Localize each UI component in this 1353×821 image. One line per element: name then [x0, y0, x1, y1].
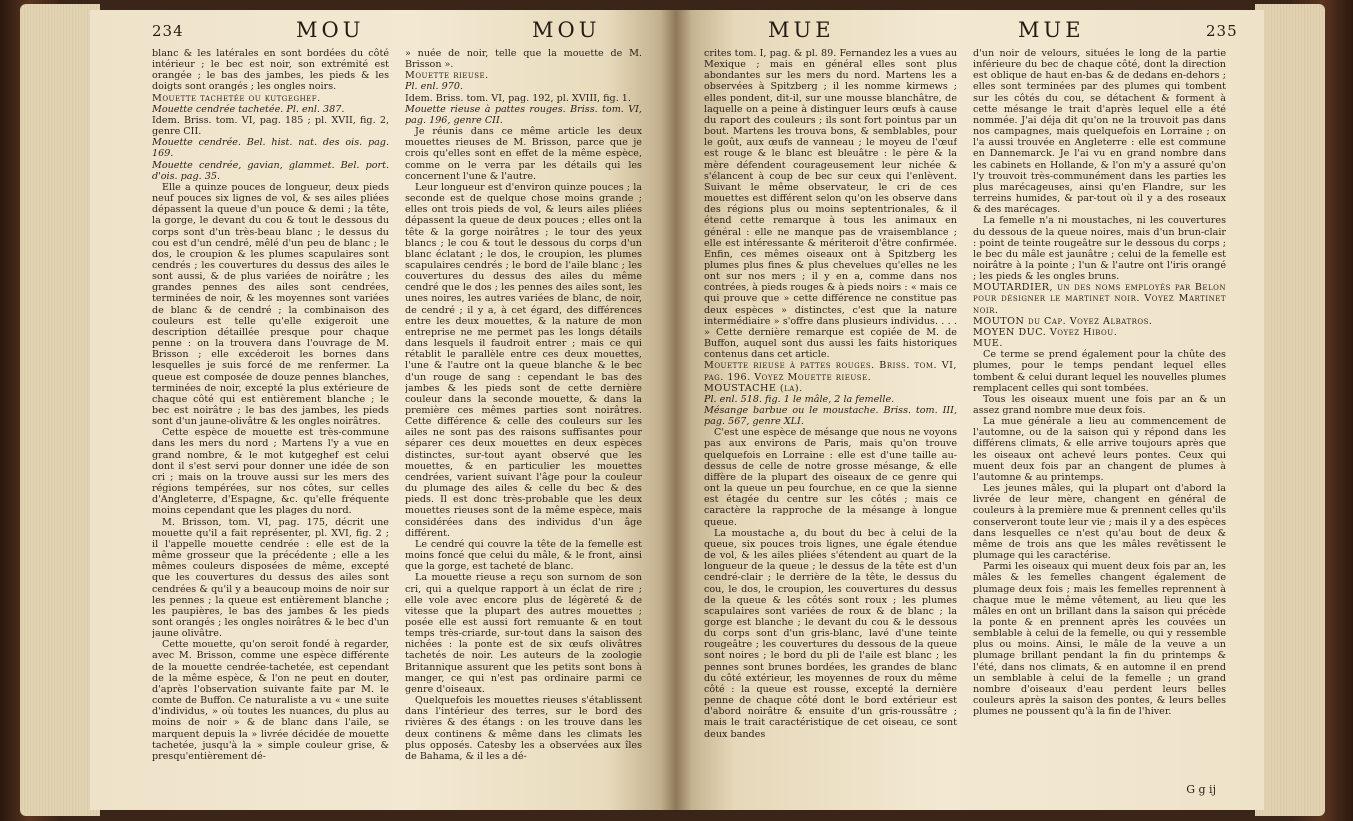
paragraph: Leur longueur est d'environ quinze pouces ; la seconde est de quelque chose moins grande ; elles ont trois pieds de vol, & leurs ailes pliées dépassent la queue de deux pouces ; elles ont la tête & la gorge noirâtres ; le tour des yeux blancs ; le cou & tout le dessous du corps d'un blanc éclatant ; le dos, le croupion, les plumes scapulaires cendrés ; le bord de l'aile blanc ; les couvertures du dessus des ailes du même cendré que le dos ; les pennes des ailes sont, les unes noires, les autres variées de blanc, de noir, de cendré ; il y a, à cet égard, des différences entre les deux mouettes, & la nature de mon entreprise ne me permet pas les longs détails dans lesquels il faudroit entrer ; mais ce qui rétablit le parallèle entre ces deux mouettes, l'une & l'autre ont la queue blanche & le bec d'un rouge de sang : cependant le bas des jambes & les pieds sont de cette dernière couleur dans la seconde mouette, & dans la première ces mêmes parties sont noirâtres. Cette différence & celle des couleurs sur les ailes ne sont pas des raisons suffisantes pour séparer ces deux mouettes en deux espèces distinctes, sur-tout ayant observé que les mouettes, & en particulier les mouettes cendrées, varient suivant l'âge pour la couleur du plumage des ailes & celle du bec & des pieds. Il est donc très-probable que les deux mouettes rieuses sont de la même espèce, mais considérées dans des individus d'un âge différent. — [405, 181, 642, 539]
paragraph: Idem. Briss. tom. VI, pag. 192, pl. XVIII, fig. 1. — [405, 92, 631, 104]
paragraph: La mue générale a lieu au commencement de l'automne, ou de la saison qui y répond dans les différens climats, & elle arrive toujours après que les oiseaux ont achevé leurs pontes. Ceux qui muent deux fois par an changent de plumes à l'automne & au printemps. — [973, 416, 1226, 483]
right-page-number: 235 — [1206, 22, 1238, 40]
left-column-2 — [405, 48, 642, 808]
right-columns — [704, 48, 1226, 808]
right-column-1 — [704, 48, 957, 808]
paragraph: » nuée de noir, telle que la mouette de M. Brisson ». — [405, 48, 642, 71]
paragraph: C'est une espèce de mésange que nous ne voyons pas aux environs de Paris, mais qu'on trouve quelquefois en Lorraine : elle est d'une taille au-dessus de celle de notre grosse mésange, & elle diffère de la plupart des oiseaux de ce genre qui ont la queue un peu fourchue, en ce que la sienne est étagée du centre sur les côtés ; mais ce caractère la rapproche de la mésange à longue queue. — [704, 427, 957, 528]
paragraph: Idem. Briss. tom. VI, pag. 185 ; pl. XVII, fig. 2, genre CII. — [152, 114, 389, 138]
paragraph: Les jeunes mâles, qui la plupart ont d'abord la livrée de leur mère, changent en général de couleurs à la première mue & prennent celles qu'ils conserveront toute leur vie ; mais il y a des espèces dans lesquelles ce n'est qu'au bout de deux & même de trois ans que les mâles revêtissent le plumage qui les caractérise. — [973, 483, 1226, 562]
left-running-head: MOU — [296, 18, 365, 42]
paragraph: Quelquefois les mouettes rieuses s'établissent dans l'intérieur des terres, sur le bord des rivières & des étangs : on les trouve dans les deux continens & même dans les climats les plus opposés. Catesby les a observées aux îles de Bahama, & il les a dé- — [405, 695, 642, 762]
signature-mark: G g ij — [1186, 783, 1216, 796]
paragraph: blanc & les latérales en sont bordées du côté intérieur ; le bec est noir, son extrémité est orangée ; le bas des jambes, les pieds & les doigts sont orangés ; les ongles noirs. — [152, 48, 389, 93]
paragraph: Pl. enl. 518. fig. 1 le mâle, 2 la femelle. — [704, 393, 895, 405]
paragraph: Cette mouette, qu'on seroit fondé à regarder, avec M. Brisson, comme une espèce différente de la mouette cendrée-tachetée, est cependant de la même espèce, & l'on ne peut en douter, d'après l'observation suivante faite par M. le comte de Buffon. Ce naturaliste a vu « une suite d'individus, » où toutes les nuances, du plus au moins de noir » & de blanc dans l'aile, se marquent depuis la » livrée décidée de mouette tachetée, jusqu'à la » simple couleur grise, & presqu'entièrement dé- — [152, 639, 389, 762]
paragraph: Tous les oiseaux muent une fois par an & un assez grand nombre mue deux fois. — [973, 393, 1226, 416]
left-running-head-2: MOU — [532, 18, 601, 42]
right-column-2 — [973, 48, 1226, 808]
paragraph: MOUTON du Cap. Voyez Albatros. — [973, 315, 1153, 327]
paragraph: Mouette rieuse à pattes rouges. Briss. tom. VI, pag. 196, genre CII. — [405, 103, 642, 126]
paragraph: Mouette rieuse. — [405, 70, 489, 82]
left-column-1 — [152, 48, 389, 808]
paragraph: Mésange barbue ou le moustache. Briss. tom. III, pag. 567, genre XLI. — [704, 405, 957, 428]
paragraph: MOUSTACHE (la). — [704, 382, 803, 394]
paragraph: Mouette tachetée ou kutgeghef. — [152, 92, 321, 104]
paragraph: Ce terme se prend également pour la chûte des plumes, pour le temps pendant lequel elles tombent & celui durant lequel les nouvelles plumes remplacent celles qui sont tombées. — [973, 349, 1226, 394]
left-page-header — [90, 18, 676, 44]
paragraph: La moustache a, du bout du bec à celui de la queue, six pouces trois lignes, une égale étendue de vol, & les ailes pliées s'étendent au quart de la longueur de la queue ; le dessus de la tête est d'un cendré-clair ; le derrière de la tête, le dessus du cou, le dos, le croupion, les couvertures du dessus de la queue & les côtés sont roux ; les plumes scapulaires sont variées de roux & de blanc ; la gorge est blanche ; le devant du cou & le dessous du corps sont d'un gris-blanc, lavé d'une teinte rougeâtre ; les couvertures du dessous de la queue sont noires ; le bord du pli de l'aile est blanc ; les pennes sont brunes bordées, les grandes de blanc du côté extérieur, les moyennes de roux du même côté : la queue est rousse, excepté la dernière penne de chaque côté dont le bord extérieur est d'abord noirâtre & ensuite d'un gris-roussâtre ; mais le trait caractéristique de cet oiseau, ce sont deux bandes — [704, 527, 957, 740]
left-page-number: 234 — [152, 22, 184, 40]
left-page — [90, 10, 676, 810]
paragraph: Mouette cendrée, gavian, glammet. Bel. port. d'ois. pag. 35. — [152, 159, 389, 182]
left-columns — [152, 48, 642, 808]
right-running-head: MUE — [768, 18, 835, 42]
paragraph: La femelle n'a ni moustaches, ni les couvertures du dessous de la queue noires, mais d'un brun-clair : point de teinte rougeâtre sur le dessous du corps ; le bec du mâle est jaunâtre ; celui de la femelle est noirâtre à la pointe ; l'un & l'autre ont l'iris orangé ; les pieds & les ongles bruns. — [973, 215, 1226, 283]
paragraph: Cette espèce de mouette est très-commune dans les mers du nord ; Martens l'y a vue en grand nombre, & le mot kutgeghef est celui dont il s'est servi pour donner une idée de son cri ; mais on la trouve aussi sur les mers des régions tempérées, sur nos côtes, sur celles d'Angleterre, d'Espagne, &c. qu'elle fréquente moins cependant que les plages du nord. — [152, 427, 389, 517]
paragraph: Pl. enl. 970. — [405, 81, 464, 93]
page-edges-left — [20, 4, 100, 816]
paragraph: MUE. — [973, 338, 1003, 350]
paragraph: MOUTARDIER, un des noms employés par Belon pour désigner le martinet noir. Voyez Martinet noir. — [973, 282, 1226, 316]
page-edges-right — [1255, 4, 1325, 816]
paragraph: crites tom. I, pag. & pl. 89. Fernandez les a vues au Mexique ; mais en général elles sont plus abondantes sur les mers du nord. Martens les a observées à Spitzberg ; il les nomme kirmews ; elles pondent, dit-il, sur une mousse blanchâtre, de laquelle on a peine à distinguer leurs œufs à cause du raport des couleurs ; ils sont fort pointus par un bout. Martens les trouva bons, & semblables, pour le goût, aux œufs de vanneau ; le moyeu de l'œuf est rouge & le blanc est bleuâtre : le père & la mère défendent courageusement leur nichée & s'élancent à coup de bec sur ceux qui l'enlèvent. Suivant le même observateur, le cri de ces mouettes est différent selon qu'on les observe dans des régions plus ou moins septentrionales, & il étend cette remarque à tous les animaux en général : elle ne manque pas de vraisemblance ; elle est intéressante & mériteroit d'être confirmée. Enfin, ces mêmes oiseaux ont à Spitzberg les plumes plus fines & plus chevelues qu'elles ne les ont sur nos mers ; il y en a, comme dans nos contrées, à pieds rouges & à pieds noirs : « mais ce qui prouve que » cette différence ne constitue pas deux espèces » distinctes, c'est que la nature intermédiaire » s'offre dans plusieurs individus. . . . » Cette dernière remarque est copiée de M. de Buffon, auquel sont dus aussi les faits historiques contenus dans cet article. — [704, 48, 957, 361]
paragraph: d'un noir de velours, situées le long de la partie inférieure du bec de chaque côté, dont la direction est oblique de haut en-bas & de dedans en-dehors ; elles sont terminées par des plumes qui tombent sur les côtés du cou, se détachent & forment à cette mésange le trait d'après lequel elle a été nommée. J'ai déja dit qu'on ne la trouvoit pas dans nos campagnes, mais quelquefois en Lorraine ; on l'a aussi trouvée en Angleterre : elle est commune en Dannemarck. Je l'ai vu en grand nombre dans les cabinets en Hollande, & l'on m'y a assuré qu'on l'y trouvoit très-communément dans les parties les plus marécageuses, ainsi qu'en Flandre, sur les terreins humides, & par-tout où il y a des roseaux & des marécages. — [973, 48, 1226, 216]
right-page-header — [676, 18, 1264, 44]
right-page — [676, 10, 1264, 810]
paragraph: Mouette cendrée tachetée. Pl. enl. 387. — [152, 103, 345, 115]
paragraph: M. Brisson, tom. VI, pag. 175, décrit une mouette qu'il a fait représenter, pl. XVI, fig. 2 ; il l'appelle mouette cendrée : elle est de la même grosseur que la précédente ; elle a les mêmes couleurs disposées de même, excepté que les couvertures du dessus des ailes sont cendrées & qu'il y a beaucoup moins de noir sur les pennes ; la queue est entièrement blanche ; les paupières, le bas des jambes & les pieds sont orangés ; les ongles noirâtres & le bec d'un jaune olivâtre. — [152, 516, 389, 640]
right-running-head-2: MUE — [1018, 18, 1085, 42]
paragraph: Le cendré qui couvre la tête de la femelle est moins foncé que celui du mâle, & le front, ainsi que la gorge, est tacheté de blanc. — [405, 538, 642, 573]
paragraph: La mouette rieuse a reçu son surnom de son cri, qui a quelque rapport à un éclat de rire ; elle vole avec encore plus de légèreté & de vitesse que la plupart des autres mouettes ; posée elle est aussi fort remuante & en tout temps très-criarde, sur-tout dans la saison des nichées : la ponte est de six œufs olivâtres tachetés de noir. Les auteurs de la zoologie Britannique assurent que les petits sont bons à manger, ce qui n'est pas ordinaire parmi ce genre d'oiseaux. — [405, 572, 642, 695]
paragraph: Elle a quinze pouces de longueur, deux pieds neuf pouces six lignes de vol, & ses ailes pliées dépassent la queue d'un pouce & demi ; la tête, la gorge, le devant du cou & tout le dessous du corps sont d'un très-beau blanc ; le dessus du cou est d'un cendré, mêlé d'un peu de blanc ; le dos, le croupion & les plumes scapulaires sont cendrés ; les couvertures du dessus des ailes le sont aussi, & de plus variées de noirâtre ; les grandes pennes des ailes sont cendrées, terminées de noir, & les moyennes sont variées de blanc & de cendré ; la combinaison des couleurs est telle qu'elle exigeroit une description détaillée presque pour chaque penne : on la trouvera dans l'ouvrage de M. Brisson ; elle excéderoit les bornes dans lesquelles je suis forcé de me renfermer. La queue est composée de douze pennes blanches, terminées de noir, excepté la plus extérieure de chaque côté qui est entièrement blanche ; le bec est noirâtre ; le bas des jambes, les pieds sont d'un jaune-olivâtre & les ongles noirâtres. — [152, 181, 389, 428]
paragraph: Mouette rieuse à pattes rouges. Briss. tom. VI, pag. 196. Voyez Mouette rieuse. — [704, 360, 957, 383]
paragraph: Parmi les oiseaux qui muent deux fois par an, les mâles & les femelles changent également de plumage deux fois ; mais les femelles reprennent à chaque mue le même vêtement, au lieu que les mâles en ont un brillant dans la saison qui précède la ponte & en prennent après les couvées un semblable à celui de la femelle, ou qui y ressemble plus ou moins. Ainsi, le mâle de la veuve a un plumage brillant pendant la fin du printemps & l'été, dans nos climats, & en automne il en prend un semblable à celui de la femelle ; un grand nombre d'oiseaux d'eau perdent leurs belles couleurs après la saison des pontes, & leurs belles plumes ne poussent qu'à la fin de l'hiver. — [973, 561, 1226, 718]
paragraph: MOYEN DUC. Voyez Hibou. — [973, 326, 1118, 338]
paragraph: Mouette cendrée. Bel. hist. nat. des ois. pag. 169. — [152, 137, 389, 160]
paragraph: Je réunis dans ce même article les deux mouettes rieuses de M. Brisson, parce que je crois qu'elles sont en effet de la même espèce, comme on le verra par les détails qui les concernent l'une & l'autre. — [405, 126, 642, 182]
book-gutter — [660, 10, 692, 810]
